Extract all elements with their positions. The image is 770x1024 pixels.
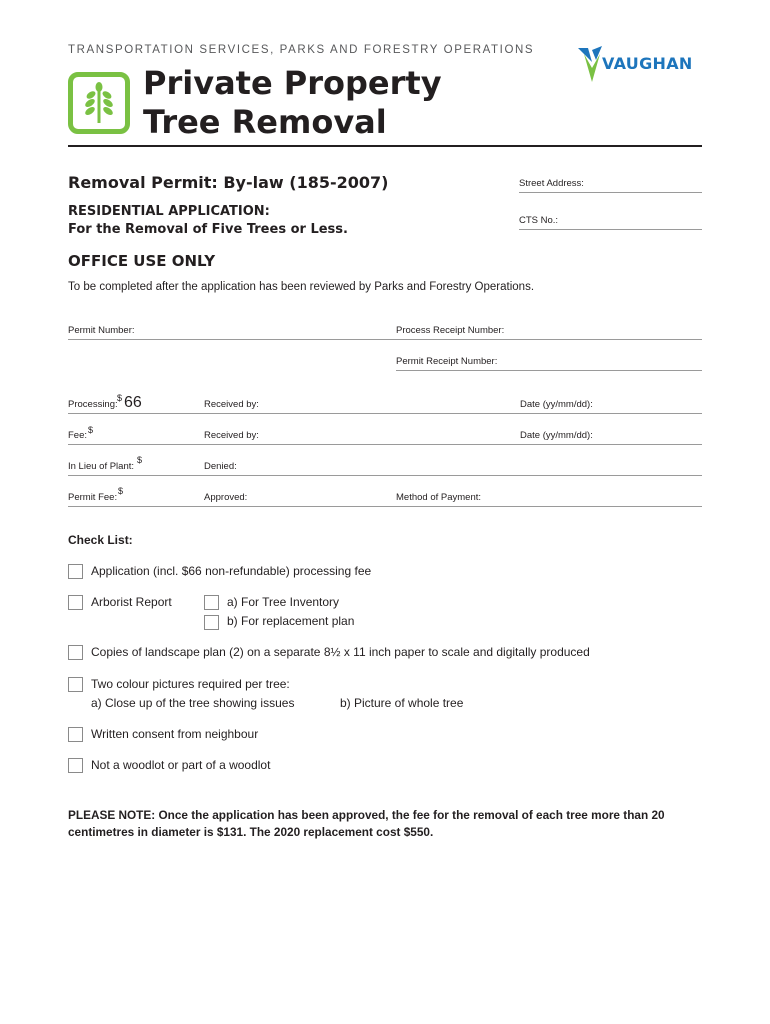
processing-label: Processing: xyxy=(68,399,118,410)
written-consent-label: Written consent from neighbour xyxy=(91,727,259,741)
whole-tree-label: b) Picture of whole tree xyxy=(340,696,464,710)
cts-number-label: CTS No.: xyxy=(519,215,559,226)
fee-currency: $ xyxy=(88,425,94,435)
written-consent-checkbox[interactable] xyxy=(68,727,83,742)
permit-receipt-line[interactable] xyxy=(396,370,702,371)
office-use-description: To be completed after the application has been reviewed by Parks and Forestry Operations. xyxy=(68,281,535,293)
permit-receipt-label: Permit Receipt Number: xyxy=(396,356,498,367)
permit-fee-currency: $ xyxy=(118,486,124,496)
vaughan-mark-icon xyxy=(578,46,604,84)
not-woodlot-label: Not a woodlot or part of a woodlot xyxy=(91,758,271,772)
please-note-text: Once the application has been approved, the fee for the removal of each tree more than 20 centimetres in diameter is $131. The 2020 replacement cost $550. xyxy=(68,808,665,839)
tree-icon xyxy=(81,81,117,125)
arborist-report-label: Arborist Report xyxy=(91,595,172,609)
replacement-plan-label: b) For replacement plan xyxy=(227,614,355,628)
method-of-payment-label: Method of Payment: xyxy=(396,492,482,503)
close-up-label: a) Close up of the tree showing issues xyxy=(91,696,295,710)
title-line-2: Tree Removal xyxy=(143,103,387,141)
please-note xyxy=(68,807,708,841)
street-address-field[interactable] xyxy=(519,176,702,193)
tree-logo xyxy=(68,72,130,134)
application-fee-label: Application (incl. $66 non-refundable) processing fee xyxy=(91,564,372,578)
in-lieu-line[interactable] xyxy=(68,475,702,476)
colour-pictures-label: Two colour pictures required per tree: xyxy=(91,677,290,691)
checklist-title: Check List: xyxy=(68,533,133,547)
arborist-report-checkbox[interactable] xyxy=(68,595,83,610)
date-label-2: Date (yy/mm/dd): xyxy=(520,430,593,441)
please-note-label: PLEASE NOTE: xyxy=(68,808,156,822)
fee-label: Fee: xyxy=(68,430,88,441)
processing-line[interactable] xyxy=(68,413,702,414)
processing-currency: $ xyxy=(117,393,123,403)
vaughan-logo xyxy=(578,46,704,84)
application-fee-checkbox[interactable] xyxy=(68,564,83,579)
header-divider xyxy=(68,145,702,147)
in-lieu-label: In Lieu of Plant: xyxy=(68,461,135,472)
title-line-1: Private Property xyxy=(143,64,442,102)
fee-line[interactable] xyxy=(68,444,702,445)
received-by-label-1: Received by: xyxy=(204,399,259,410)
street-address-label: Street Address: xyxy=(519,178,584,189)
processing-amount: 66 xyxy=(124,394,142,411)
residential-line-1: RESIDENTIAL APPLICATION: xyxy=(68,204,270,219)
colour-pictures-checkbox[interactable] xyxy=(68,677,83,692)
tree-inventory-checkbox[interactable] xyxy=(204,595,219,610)
denied-label: Denied: xyxy=(204,461,237,472)
not-woodlot-checkbox[interactable] xyxy=(68,758,83,773)
process-receipt-label: Process Receipt Number: xyxy=(396,325,505,336)
permit-number-label: Permit Number: xyxy=(68,325,135,336)
landscape-plan-checkbox[interactable] xyxy=(68,645,83,660)
vaughan-logo-text: VAUGHAN xyxy=(602,54,693,73)
received-by-label-2: Received by: xyxy=(204,430,259,441)
permit-fee-line[interactable] xyxy=(68,506,702,507)
tree-inventory-label: a) For Tree Inventory xyxy=(227,595,340,609)
cts-number-field[interactable] xyxy=(519,213,702,230)
permit-fee-label: Permit Fee: xyxy=(68,492,118,503)
residential-line-2: For the Removal of Five Trees or Less. xyxy=(68,222,348,237)
permit-number-line[interactable] xyxy=(68,339,702,340)
date-label-1: Date (yy/mm/dd): xyxy=(520,399,593,410)
department-heading: TRANSPORTATION SERVICES, PARKS AND FORESTRY OPERATIONS xyxy=(68,44,535,56)
page-title xyxy=(143,64,442,142)
replacement-plan-checkbox[interactable] xyxy=(204,615,219,630)
permit-title: Removal Permit: By-law (185-2007) xyxy=(68,173,389,192)
office-use-title: OFFICE USE ONLY xyxy=(68,252,216,270)
approved-label: Approved: xyxy=(204,492,248,503)
residential-application xyxy=(68,203,348,239)
landscape-plan-label: Copies of landscape plan (2) on a separate 8½ x 11 inch paper to scale and digitally produced xyxy=(91,645,590,659)
in-lieu-currency: $ xyxy=(137,455,143,465)
